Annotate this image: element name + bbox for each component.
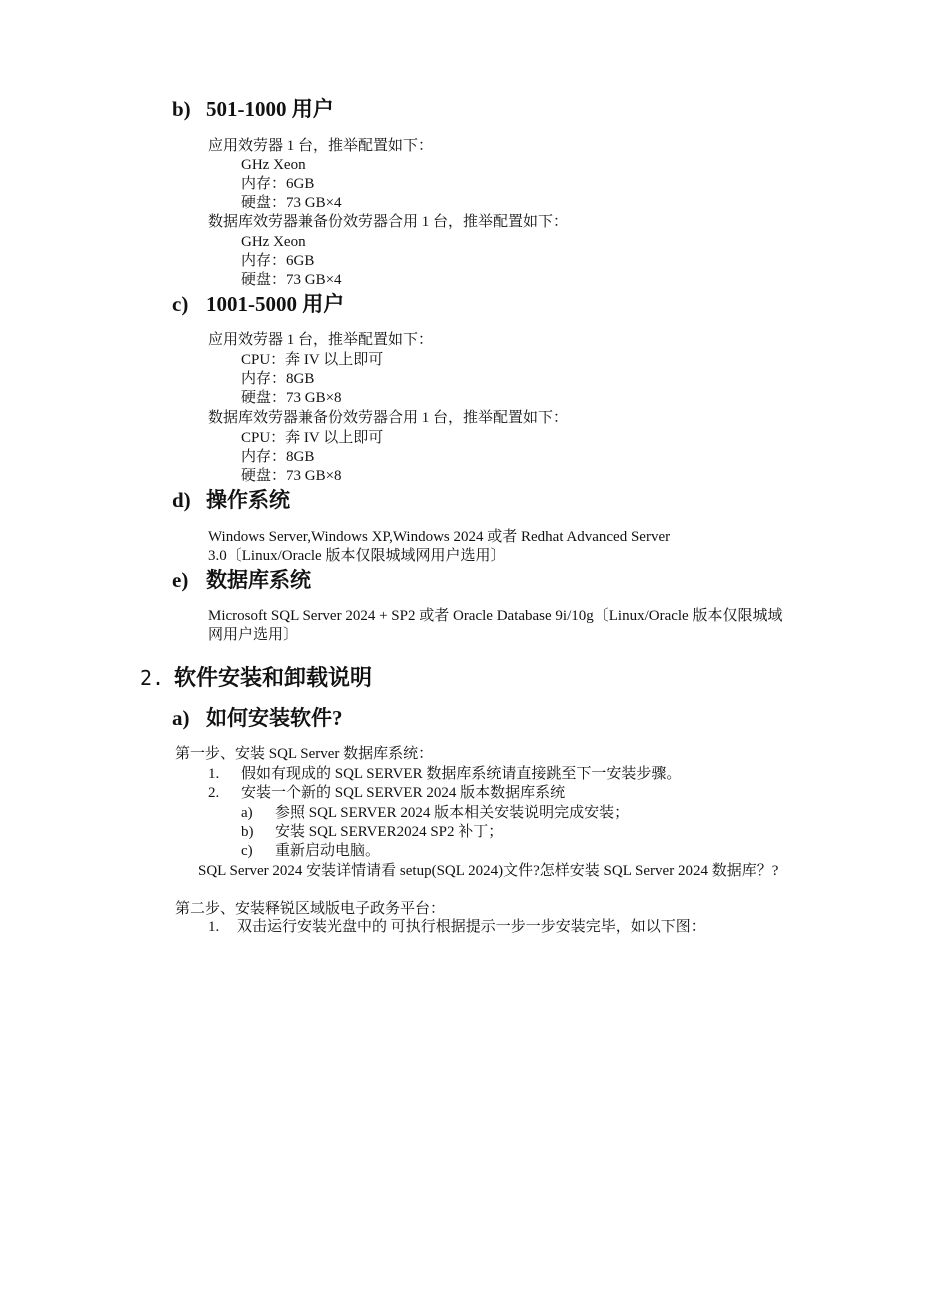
c-db-disk: 硬盘：73 GB×8 [241, 468, 342, 484]
step-1-item-2-text: 安装一个新的 SQL SERVER 2024 版本数据库系统 [241, 785, 566, 801]
b-db-intro: 数据库效劳器兼备份效劳器合用 1 台，推举配置如下： [208, 214, 569, 230]
heading-e [172, 567, 311, 593]
c-app-intro: 应用效劳器 1 台，推举配置如下： [208, 332, 434, 348]
b-db-disk: 硬盘：73 GB×4 [241, 272, 342, 288]
step-1-item-1 [208, 765, 681, 784]
heading-d-marker: d) [172, 488, 191, 512]
section-2-title: 软件安装和卸载说明 [174, 665, 373, 690]
step-1-sub-c-text: 重新启动电脑。 [275, 843, 381, 859]
d-line-2: 3.0〔Linux/Oracle 版本仅限城域网用户选用〕 [208, 548, 506, 564]
step-1-item-2-num: 2. [208, 785, 220, 801]
step-1-item-2 [208, 784, 565, 803]
heading-b-marker: b) [172, 97, 191, 121]
section-2-heading [140, 664, 372, 692]
heading-c-marker: c) [172, 292, 189, 316]
step-1-sub-b [241, 823, 503, 842]
d-line-1: Windows Server,Windows XP,Windows 2024 或者 Redhat Advanced Server [208, 529, 671, 545]
heading-a-title: 如何安装软件? [206, 706, 343, 730]
c-app-disk: 硬盘：73 GB×8 [241, 390, 342, 406]
step-1-heading: 第一步、安装 SQL Server 数据库系统： [175, 746, 434, 762]
step-1-sub-a-num: a) [241, 805, 253, 821]
step-2-heading: 第二步、安装释锐区域版电子政务平台： [175, 901, 446, 917]
step-1-item-1-text: 假如有现成的 SQL SERVER 数据库系统请直接跳至下一安装步骤。 [241, 766, 682, 782]
step-1-note: SQL Server 2024 安装详情请看 setup(SQL 2024)文件?怎样安装 SQL Server 2024 数据库？? [198, 863, 779, 879]
b-app-disk: 硬盘：73 GB×4 [241, 195, 342, 211]
heading-b [172, 96, 334, 122]
step-1-sub-b-text: 安装 SQL SERVER2024 SP2 补丁； [275, 824, 504, 840]
e-line-2: 网用户选用〕 [208, 627, 299, 643]
step-1-sub-b-num: b) [241, 824, 254, 840]
step-1-item-1-num: 1. [208, 766, 220, 782]
c-app-mem: 内存：8GB [241, 371, 315, 387]
heading-b-title: 501-1000 用户 [206, 97, 334, 121]
step-2-item-1 [208, 918, 706, 937]
step-1-sub-c [241, 842, 380, 861]
heading-e-title: 数据库系统 [206, 568, 311, 592]
b-app-intro: 应用效劳器 1 台，推举配置如下： [208, 138, 434, 154]
b-db-cpu: GHz Xeon [241, 234, 306, 250]
step-1-sub-a [241, 804, 629, 823]
c-db-intro: 数据库效劳器兼备份效劳器合用 1 台，推举配置如下： [208, 410, 569, 426]
section-2-number: 2. [140, 666, 165, 690]
step-1-sub-a-text: 参照 SQL SERVER 2024 版本相关安装说明完成安装； [275, 805, 630, 821]
b-app-cpu: GHz Xeon [241, 157, 306, 173]
heading-a [172, 705, 343, 731]
heading-c [172, 291, 344, 317]
heading-e-marker: e) [172, 568, 189, 592]
e-line-1: Microsoft SQL Server 2024 + SP2 或者 Oracle Database 9i/10g〔Linux/Oracle 版本仅限城域 [208, 608, 783, 624]
heading-a-marker: a) [172, 706, 190, 730]
heading-d-title: 操作系统 [206, 488, 290, 512]
step-2-item-1-text: 双击运行安装光盘中的 可执行根据提示一步一步安装完毕，如以下图： [237, 919, 706, 935]
heading-c-title: 1001-5000 用户 [206, 292, 345, 316]
c-app-cpu: CPU：奔 IV 以上即可 [241, 352, 384, 368]
step-2-item-1-num: 1. [208, 919, 220, 935]
c-db-cpu: CPU：奔 IV 以上即可 [241, 430, 384, 446]
heading-d [172, 487, 290, 513]
c-db-mem: 内存：8GB [241, 449, 315, 465]
b-app-mem: 内存：6GB [241, 176, 315, 192]
b-db-mem: 内存：6GB [241, 253, 315, 269]
step-1-sub-c-num: c) [241, 843, 253, 859]
